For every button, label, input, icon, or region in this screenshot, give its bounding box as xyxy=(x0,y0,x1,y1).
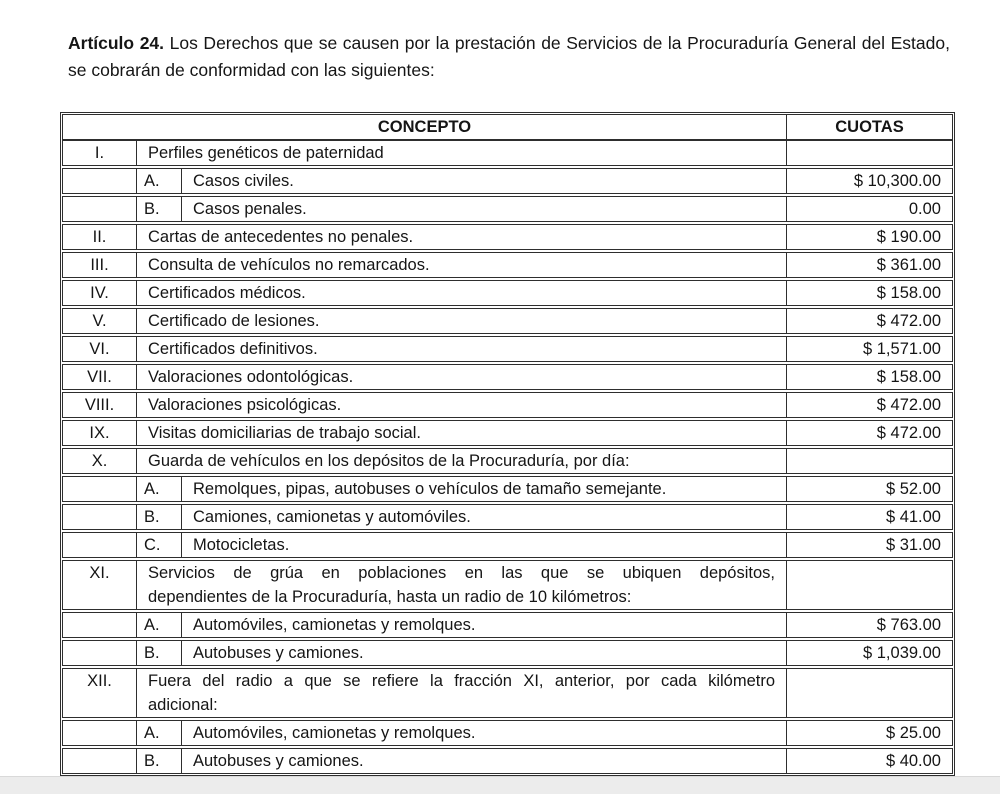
concept-cell xyxy=(182,197,786,221)
amount-cell: 0.00 xyxy=(786,197,952,221)
table-row xyxy=(62,252,953,278)
amount-cell: $ 158.00 xyxy=(786,365,952,389)
table-row xyxy=(62,308,953,334)
concept-text: Guarda de vehículos en los depósitos de la Procuraduría, por día: xyxy=(148,452,630,470)
fraction-number-cell: III. xyxy=(63,253,137,277)
concept-text: Fuera del radio a que se refiere la fracción XI, anterior, por cada kilómetro xyxy=(148,672,775,690)
table-row xyxy=(62,720,953,746)
fraction-number-cell xyxy=(63,505,137,529)
letter-cell: A. xyxy=(137,613,182,637)
fraction-number-cell: II. xyxy=(63,225,137,249)
amount-cell: $ 52.00 xyxy=(786,477,952,501)
table-row xyxy=(62,196,953,222)
concept-text: Consulta de vehículos no remarcados. xyxy=(148,256,430,274)
concept-cell xyxy=(182,721,786,745)
concept-text: Valoraciones psicológicas. xyxy=(148,396,342,414)
fraction-number-cell: X. xyxy=(63,449,137,473)
header-concepto: CONCEPTO xyxy=(377,118,472,136)
fraction-number-cell xyxy=(63,613,137,637)
table-row xyxy=(62,420,953,446)
viewer-bottom-strip xyxy=(0,776,1000,794)
concept-cell xyxy=(182,749,786,773)
table-row xyxy=(62,364,953,390)
fraction-number-cell xyxy=(63,721,137,745)
header-cuotas: CUOTAS xyxy=(786,115,952,139)
concept-cell xyxy=(182,169,786,193)
concept-cell xyxy=(137,309,786,333)
concept-text: Certificado de lesiones. xyxy=(148,312,320,330)
letter-cell: A. xyxy=(137,721,182,745)
concept-cell xyxy=(137,141,786,165)
amount-cell: $ 10,300.00 xyxy=(786,169,952,193)
concept-text: Motocicletas. xyxy=(193,536,290,554)
amount-cell: $ 31.00 xyxy=(786,533,952,557)
concept-text: Perfiles genéticos de paternidad xyxy=(148,144,384,162)
concept-cell xyxy=(137,225,786,249)
concept-cell xyxy=(182,641,786,665)
concept-cell xyxy=(137,337,786,361)
concept-text: Certificados definitivos. xyxy=(148,340,318,358)
fraction-number-cell xyxy=(63,169,137,193)
fees-table xyxy=(60,112,955,776)
concept-cell xyxy=(182,477,786,501)
article-body-text: Los Derechos que se causen por la prestación de Servicios de la Procuraduría General del Estado, se cobrarán de conformidad con las siguientes: xyxy=(68,33,950,80)
concept-cell xyxy=(137,281,786,305)
amount-cell xyxy=(786,141,952,165)
fraction-number-cell xyxy=(63,477,137,501)
fraction-number-cell: I. xyxy=(63,141,137,165)
concept-cell xyxy=(137,253,786,277)
amount-cell xyxy=(786,561,952,609)
concept-cell xyxy=(137,669,786,717)
amount-cell: $ 472.00 xyxy=(786,393,952,417)
fraction-number-cell: V. xyxy=(63,309,137,333)
concept-cell xyxy=(182,505,786,529)
table-row xyxy=(62,224,953,250)
amount-cell xyxy=(786,449,952,473)
amount-cell: $ 25.00 xyxy=(786,721,952,745)
amount-cell: $ 158.00 xyxy=(786,281,952,305)
concept-text: Visitas domiciliarias de trabajo social. xyxy=(148,424,421,442)
fraction-number-cell: VIII. xyxy=(63,393,137,417)
concept-cell xyxy=(137,561,786,609)
letter-cell: B. xyxy=(137,749,182,773)
concept-text-line2: dependientes de la Procuraduría, hasta un radio de 10 kilómetros: xyxy=(148,588,632,606)
concept-text-line2: adicional: xyxy=(148,696,218,714)
table-row xyxy=(62,476,953,502)
concept-text: Valoraciones odontológicas. xyxy=(148,368,354,386)
letter-cell: A. xyxy=(137,477,182,501)
fraction-number-cell: IV. xyxy=(63,281,137,305)
concept-cell xyxy=(137,421,786,445)
fraction-number-cell: XII. xyxy=(63,669,137,717)
fraction-number-cell xyxy=(63,197,137,221)
table-row xyxy=(62,448,953,474)
table-row xyxy=(62,532,953,558)
letter-cell: A. xyxy=(137,169,182,193)
article-number-label: Artículo 24. xyxy=(68,33,165,53)
amount-cell: $ 472.00 xyxy=(786,421,952,445)
concept-cell xyxy=(182,533,786,557)
article-paragraph xyxy=(68,30,950,84)
table-row xyxy=(62,504,953,530)
concept-text: Casos civiles. xyxy=(193,172,294,190)
letter-cell: B. xyxy=(137,641,182,665)
concept-text: Certificados médicos. xyxy=(148,284,306,302)
concept-text: Casos penales. xyxy=(193,200,307,218)
concept-text: Remolques, pipas, autobuses o vehículos de tamaño semejante. xyxy=(193,480,667,498)
table-row xyxy=(62,280,953,306)
table-row xyxy=(62,336,953,362)
fraction-number-cell xyxy=(63,533,137,557)
table-row xyxy=(62,748,953,774)
concept-text: Autobuses y camiones. xyxy=(193,752,364,770)
table-row xyxy=(62,392,953,418)
amount-cell: $ 1,039.00 xyxy=(786,641,952,665)
amount-cell: $ 361.00 xyxy=(786,253,952,277)
amount-cell: $ 41.00 xyxy=(786,505,952,529)
letter-cell: B. xyxy=(137,505,182,529)
table-row xyxy=(62,668,953,718)
fraction-number-cell xyxy=(63,749,137,773)
table-header-row xyxy=(62,114,953,140)
concept-cell xyxy=(137,365,786,389)
fraction-number-cell: VI. xyxy=(63,337,137,361)
amount-cell: $ 472.00 xyxy=(786,309,952,333)
concept-text: Servicios de grúa en poblaciones en las que se ubiquen depósitos, xyxy=(148,564,775,582)
concept-text: Autobuses y camiones. xyxy=(193,644,364,662)
fraction-number-cell: VII. xyxy=(63,365,137,389)
amount-cell xyxy=(786,669,952,717)
concept-cell xyxy=(182,613,786,637)
concept-text: Cartas de antecedentes no penales. xyxy=(148,228,414,246)
amount-cell: $ 40.00 xyxy=(786,749,952,773)
amount-cell: $ 763.00 xyxy=(786,613,952,637)
table-row xyxy=(62,560,953,610)
letter-cell: B. xyxy=(137,197,182,221)
table-row xyxy=(62,140,953,166)
table-row xyxy=(62,168,953,194)
fee-table-body xyxy=(62,140,953,774)
concept-text: Automóviles, camionetas y remolques. xyxy=(193,724,476,742)
table-row xyxy=(62,612,953,638)
concept-cell xyxy=(137,449,786,473)
fraction-number-cell: IX. xyxy=(63,421,137,445)
table-row xyxy=(62,640,953,666)
amount-cell: $ 190.00 xyxy=(786,225,952,249)
fraction-number-cell xyxy=(63,641,137,665)
concept-text: Automóviles, camionetas y remolques. xyxy=(193,616,476,634)
concept-cell xyxy=(137,393,786,417)
letter-cell: C. xyxy=(137,533,182,557)
concept-text: Camiones, camionetas y automóviles. xyxy=(193,508,471,526)
fraction-number-cell: XI. xyxy=(63,561,137,609)
amount-cell: $ 1,571.00 xyxy=(786,337,952,361)
